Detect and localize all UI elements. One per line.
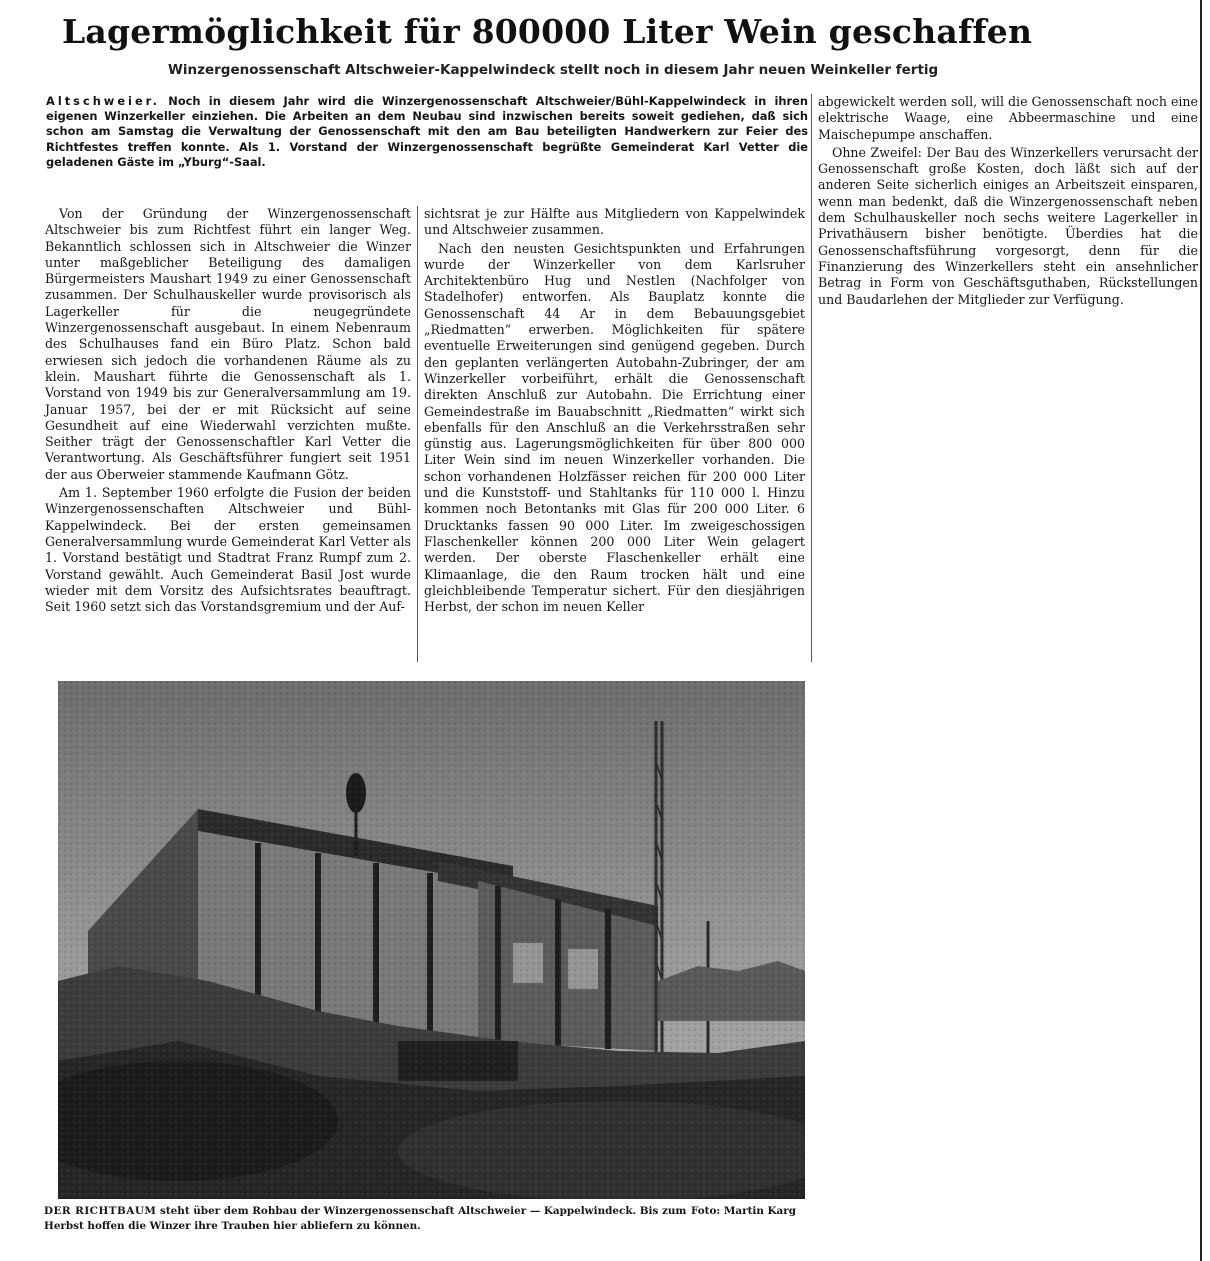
lead-paragraph [46,94,808,170]
body-paragraph: sichtsrat je zur Hälfte aus Mitgliedern von Kappelwindek und Altschweier zusammen. [424,206,805,238]
column-divider [811,94,812,662]
column-divider [417,206,418,662]
building-photo [58,681,805,1199]
body-paragraph: Von der Gründung der Winzergenossenschaft Altschweier bis zum Richtfest führt ein langer Weg. Bekanntlich schlossen sich in Altschweier die Winzer unter maßgeblicher Beteiligung des damaligen Bürgermeisters Maushart 1949 zu einer Genossenschaft zusammen. Der Schulhauskeller wurde provisorisch als Lagerkeller für die neugegründete Winzergenossenschaft ausgebaut. In einem Nebenraum des Schulhauses fand ein Büro Platz. Schon bald erwiesen sich jedoch die vorhandenen Räume als zu klein. Maushart führte die Genossenschaft als 1. Vorstand von 1949 bis zur Generalversammlung am 19. Januar 1957, bei der er mit Rücksicht auf seine Gesundheit auf eine Wiederwahl verzichten mußte. Seither trägt der Genossenschaftler Karl Vetter die Verantwortung. Als Geschäftsführer fungiert seit 1951 der aus Oberweier stammende Kaufmann Götz. [45,206,411,482]
column-1 [45,206,411,617]
lead-text: Noch in diesem Jahr wird die Winzergenossenschaft Altschweier/Bühl-Kappelwindeck in ihren eigenen Winzerkeller einziehen. Die Arbeiten an dem Neubau sind inzwischen bereits soweit gediehen, daß sich schon am Samstag die Verwaltung der Genossenschaft mit den am Bau beteiligten Handwerkern zur Feier des Richtfestes treffen konnte. Als 1. Vorstand der Winzergenossenschaft begrüßte Gemeinderat Karl Vetter die geladenen Gäste im „Yburg“-Saal. [46,94,808,169]
body-paragraph: abgewickelt werden soll, will die Genossenschaft noch eine elektrische Waage, eine Abbeermaschine und eine Maischepumpe anschaffen. [818,94,1198,142]
photo-caption [44,1204,796,1234]
column-2 [424,206,805,617]
building-photo-graphic [58,681,805,1199]
caption-text: steht über dem Rohbau der Winzergenossenschaft Altschweier — Kappelwindeck. Bis zum Herbst hoffen die Winzer ihre Trauben hier abliefern zu können. [44,1205,687,1232]
headline: Lagermöglichkeit für 800000 Liter Wein geschaffen [62,12,1033,51]
right-rule [1200,0,1202,1261]
column-3 [818,94,1198,310]
body-paragraph: Nach den neusten Gesichtspunkten und Erfahrungen wurde der Winzerkeller von dem Karlsruher Architektenbüro Hug und Nestlen (Nachfolger von Stadelhofer) entworfen. Als Bauplatz konnte die Genossenschaft 44 Ar in dem Bebauungsgebiet „Riedmatten“ erwerben. Möglichkeiten für spätere eventuelle Erweiterungen sind genügend gegeben. Durch den geplanten verlängerten Autobahn-Zubringer, der am Winzerkeller vorbeiführt, erhält die Genossenschaft direkten Anschluß zur Autobahn. Die Errichtung einer Gemeindestraße im Bauabschnitt „Riedmatten“ wirkt sich ebenfalls für den Anschluß an die Verkehrsstraßen sehr günstig aus. Lagerungsmöglichkeiten für über 800 000 Liter Wein sind im neuen Winzerkeller vorhanden. Die schon vorhandenen Holzfässer reichen für 200 000 Liter und die Kunststoff- und Stahltanks für 110 000 l. Hinzu kommen noch Betontanks mit Glas für 200 000 Liter. 6 Drucktanks fassen 90 000 Liter. Im zweigeschossigen Flaschenkeller können 200 000 Liter Wein gelagert werden. Der oberste Flaschenkeller erhält eine Klimaanlage, die den Raum trocken hält und eine gleichbleibende Temperatur sichert. Für den diesjährigen Herbst, der schon im neuen Keller [424,240,805,615]
body-paragraph: Am 1. September 1960 erfolgte die Fusion der beiden Winzergenossenschaften Altschweier und Bühl-Kappelwindeck. Bei der ersten gemeinsamen Generalversammlung wurde Gemeinderat Karl Vetter als 1. Vorstand bestätigt und Stadtrat Franz Rumpf zum 2. Vorstand gewählt. Auch Gemeinderat Basil Jost wurde wieder mit dem Vorsitz des Aufsichtsrates beauftragt. Seit 1960 setzt sich das Vorstandsgremium und der Auf- [45,485,411,615]
body-paragraph: Ohne Zweifel: Der Bau des Winzerkellers verursacht der Genossenschaft große Kosten, doch läßt sich auf der anderen Seite sicherlich einiges an Arbeitszeit einsparen, wenn man bedenkt, daß die Winzergenossenschaft neben dem Schulhauskeller noch sechs weitere Lagerkeller in Privathäusern bisher benötigte. Überdies hat die Genossenschaftsführung vorgesorgt, denn für die Finanzierung des Winzerkellers steht ein ansehnlicher Betrag in Form von Geschäftsguthaben, Rückstellungen und Baudarlehen der Mitglieder zur Verfügung. [818,144,1198,307]
caption-lead: DER RICHTBAUM [44,1205,157,1217]
subheadline: Winzergenossenschaft Altschweier-Kappelwindeck stellt noch in diesem Jahr neuen Weinkeller fertig [168,62,939,78]
photo-credit: Foto: Martin Karg [690,1205,796,1217]
dateline: Altschweier. [46,94,161,108]
